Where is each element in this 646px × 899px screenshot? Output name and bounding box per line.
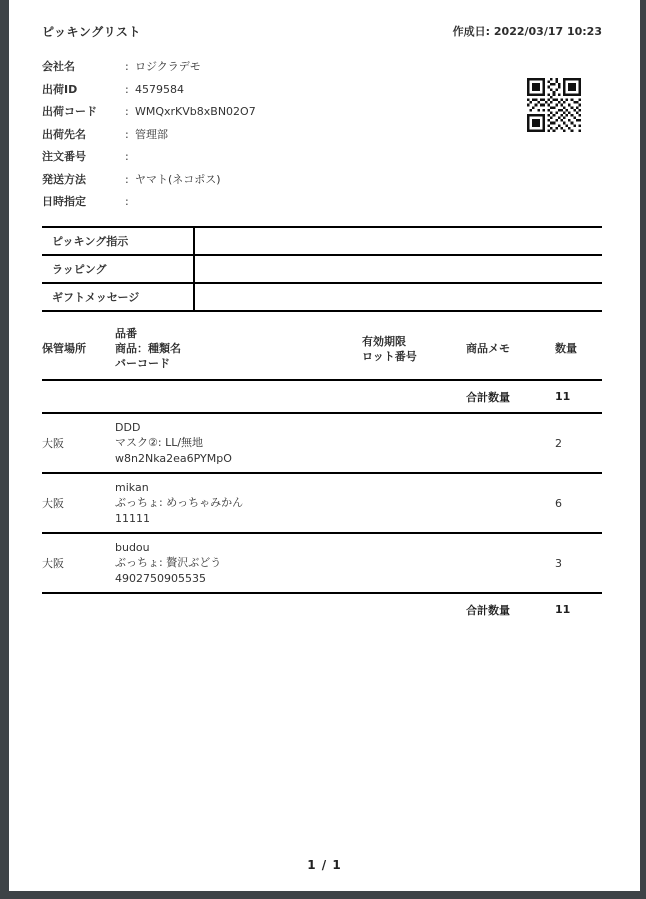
info-value: 管理部: [135, 127, 168, 141]
document-header: [42, 23, 602, 40]
info-value: WMQxrKVb8xBN02O7: [135, 105, 256, 118]
instruction-row-picking: [42, 228, 602, 256]
item-expiry-lot: [362, 413, 466, 473]
header-storage-location: 保管場所: [42, 342, 86, 355]
info-value: 4579584: [135, 82, 184, 96]
created-date: 作成日: 2022/03/17 10:23: [452, 25, 602, 38]
item-product-name: ぶっちょ: めっちゃみかん: [115, 496, 244, 510]
item-quantity: 2: [555, 413, 602, 473]
instruction-table: [42, 226, 602, 312]
info-row-destination: [42, 124, 256, 147]
header-expiry-lot: [362, 320, 466, 380]
item-quantity: 6: [555, 473, 602, 533]
info-label: 注文番号: [42, 150, 86, 163]
total-quantity-label: 合計数量: [466, 603, 510, 617]
item-product-name: マスク②: LL/無地: [115, 436, 204, 450]
item-product: [115, 533, 362, 593]
info-value: ロジクラデモ: [135, 60, 201, 73]
info-label: 日時指定: [42, 195, 86, 208]
info-colon: :: [125, 127, 129, 141]
shipment-info: [42, 56, 256, 214]
total-quantity-value: 11: [555, 603, 571, 616]
header-quantity: 数量: [555, 342, 577, 355]
item-memo: [466, 473, 555, 533]
item-row: [42, 473, 602, 533]
header-product-barcode: バーコード: [115, 357, 170, 370]
header-expiry: 有効期限: [362, 334, 406, 348]
page-number: 1 / 1: [307, 858, 342, 872]
item-memo: [466, 533, 555, 593]
info-colon: :: [125, 172, 129, 186]
info-colon: :: [125, 150, 129, 163]
items-table-total-row-bottom: [42, 593, 602, 625]
item-product: [115, 413, 362, 473]
item-product: [115, 473, 362, 533]
instruction-label: ギフトメッセージ: [42, 284, 195, 310]
qr-code-icon: [527, 78, 581, 132]
header-lot-number: ロット番号: [362, 349, 417, 363]
item-row: [42, 533, 602, 593]
info-colon: :: [125, 60, 129, 73]
info-colon: :: [125, 105, 129, 118]
total-quantity-label: 合計数量: [466, 380, 555, 413]
info-row-shipping-method: [42, 169, 256, 192]
instruction-label: ラッピング: [42, 256, 195, 282]
info-label: 発送方法: [42, 172, 86, 186]
info-row-order-number: [42, 146, 256, 169]
info-row-shipment-id: [42, 79, 256, 102]
info-row-shipment-code: [42, 101, 256, 124]
info-colon: :: [125, 195, 129, 208]
item-row: [42, 413, 602, 473]
info-label: 会社名: [42, 60, 75, 73]
item-product-barcode: w8n2Nka2ea6PYMpO: [115, 451, 232, 465]
item-quantity: 3: [555, 533, 602, 593]
header-product-memo: 商品メモ: [466, 342, 510, 355]
item-storage-location: 大阪: [42, 473, 115, 533]
item-product-code: mikan: [115, 480, 149, 494]
total-quantity-value: 11: [555, 380, 602, 413]
info-label: 出荷ID: [42, 82, 78, 96]
instruction-label: ピッキング指示: [42, 228, 195, 254]
items-table-total-row-top: [42, 380, 602, 413]
info-colon: :: [125, 82, 129, 96]
item-storage-location: 大阪: [42, 533, 115, 593]
qr-code: [527, 78, 581, 132]
item-memo: [466, 413, 555, 473]
item-product-name: ぶっちょ: 贅沢ぶどう: [115, 556, 222, 570]
info-row-company: [42, 56, 256, 79]
items-table-header-row: [42, 320, 602, 380]
item-storage-location: 大阪: [42, 413, 115, 473]
page-title: ピッキングリスト: [42, 25, 141, 39]
header-product-name: 商品：種類名: [115, 342, 181, 355]
header-product: [115, 320, 362, 380]
header-product-code: 品番: [115, 327, 137, 340]
info-value: ヤマト(ネコポス): [135, 172, 221, 186]
info-label: 出荷先名: [42, 127, 86, 141]
item-product-barcode: 4902750905535: [115, 571, 206, 585]
item-product-barcode: 11111: [115, 511, 150, 525]
document-page: [9, 0, 640, 891]
items-table: [42, 320, 602, 625]
item-product-code: DDD: [115, 420, 141, 434]
info-row-datetime: [42, 191, 256, 214]
item-expiry-lot: [362, 473, 466, 533]
item-expiry-lot: [362, 533, 466, 593]
instruction-row-wrapping: [42, 256, 602, 284]
info-label: 出荷コード: [42, 105, 97, 118]
instruction-row-gift-message: [42, 284, 602, 312]
item-product-code: budou: [115, 540, 150, 554]
